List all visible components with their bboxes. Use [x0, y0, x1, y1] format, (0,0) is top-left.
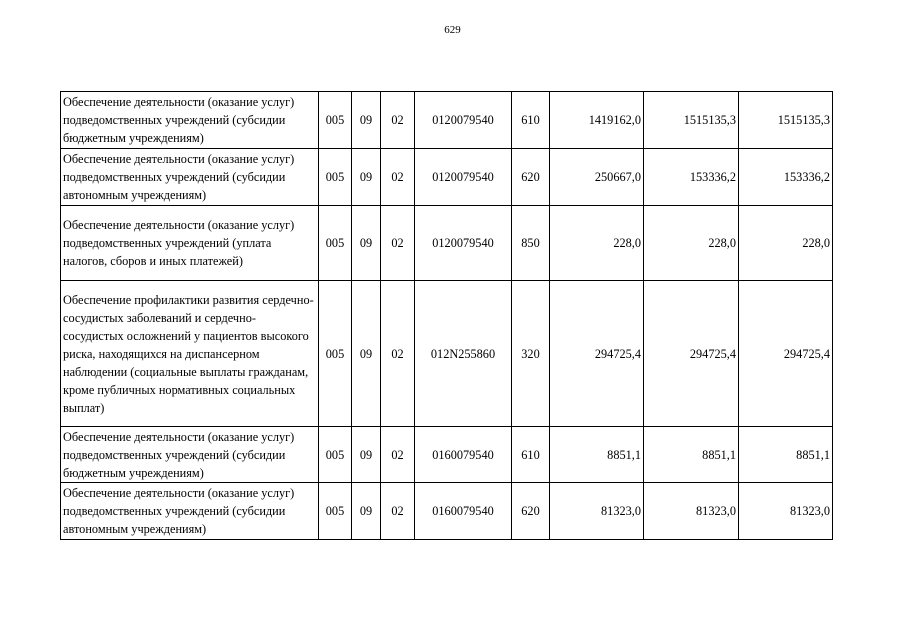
sum-year-3: 81323,0	[739, 483, 833, 540]
table-row	[61, 149, 833, 206]
target-article-code: 0160079540	[415, 427, 512, 483]
target-article-code: 0120079540	[415, 149, 512, 206]
sum-year-1: 81323,0	[550, 483, 644, 540]
section-code: 09	[352, 206, 381, 281]
sum-year-2: 228,0	[644, 206, 739, 281]
sum-year-2: 81323,0	[644, 483, 739, 540]
subsection-code: 02	[381, 149, 415, 206]
ministry-code: 005	[319, 149, 352, 206]
sum-year-2: 1515135,3	[644, 92, 739, 149]
table-row	[61, 483, 833, 540]
budget-table	[60, 91, 833, 540]
sum-year-1: 8851,1	[550, 427, 644, 483]
ministry-code: 005	[319, 483, 352, 540]
sum-year-2: 153336,2	[644, 149, 739, 206]
sum-year-3: 228,0	[739, 206, 833, 281]
table-row	[61, 281, 833, 427]
row-name: Обеспечение профилактики развития сердечно-сосудистых заболеваний и сердечно-сосудистых осложнений у пациентов высокого риска, находящихся на диспансерном наблюдении (социальные выплаты гражданам, кроме публичных нормативных социальных выплат)	[61, 281, 319, 427]
ministry-code: 005	[319, 281, 352, 427]
expense-type-code: 620	[512, 149, 550, 206]
expense-type-code: 610	[512, 92, 550, 149]
section-code: 09	[352, 427, 381, 483]
sum-year-2: 8851,1	[644, 427, 739, 483]
expense-type-code: 320	[512, 281, 550, 427]
sum-year-3: 294725,4	[739, 281, 833, 427]
sum-year-1: 228,0	[550, 206, 644, 281]
sum-year-3: 1515135,3	[739, 92, 833, 149]
sum-year-1: 250667,0	[550, 149, 644, 206]
row-name: Обеспечение деятельности (оказание услуг) подведомственных учреждений (уплата налогов, сборов и иных платежей)	[61, 206, 319, 281]
ministry-code: 005	[319, 427, 352, 483]
subsection-code: 02	[381, 483, 415, 540]
target-article-code: 0160079540	[415, 483, 512, 540]
subsection-code: 02	[381, 427, 415, 483]
page-number: 629	[444, 24, 461, 36]
table-row	[61, 92, 833, 149]
table-row	[61, 427, 833, 483]
section-code: 09	[352, 483, 381, 540]
row-name: Обеспечение деятельности (оказание услуг) подведомственных учреждений (субсидии автономным учреждениям)	[61, 483, 319, 540]
sum-year-3: 153336,2	[739, 149, 833, 206]
target-article-code: 012N255860	[415, 281, 512, 427]
ministry-code: 005	[319, 92, 352, 149]
expense-type-code: 850	[512, 206, 550, 281]
sum-year-3: 8851,1	[739, 427, 833, 483]
subsection-code: 02	[381, 206, 415, 281]
target-article-code: 0120079540	[415, 92, 512, 149]
row-name: Обеспечение деятельности (оказание услуг) подведомственных учреждений (субсидии бюджетным учреждениям)	[61, 427, 319, 483]
expense-type-code: 620	[512, 483, 550, 540]
target-article-code: 0120079540	[415, 206, 512, 281]
table-row	[61, 206, 833, 281]
subsection-code: 02	[381, 281, 415, 427]
section-code: 09	[352, 92, 381, 149]
expense-type-code: 610	[512, 427, 550, 483]
subsection-code: 02	[381, 92, 415, 149]
section-code: 09	[352, 281, 381, 427]
ministry-code: 005	[319, 206, 352, 281]
sum-year-1: 1419162,0	[550, 92, 644, 149]
section-code: 09	[352, 149, 381, 206]
sum-year-2: 294725,4	[644, 281, 739, 427]
row-name: Обеспечение деятельности (оказание услуг) подведомственных учреждений (субсидии автономным учреждениям)	[61, 149, 319, 206]
sum-year-1: 294725,4	[550, 281, 644, 427]
row-name: Обеспечение деятельности (оказание услуг) подведомственных учреждений (субсидии бюджетным учреждениям)	[61, 92, 319, 149]
